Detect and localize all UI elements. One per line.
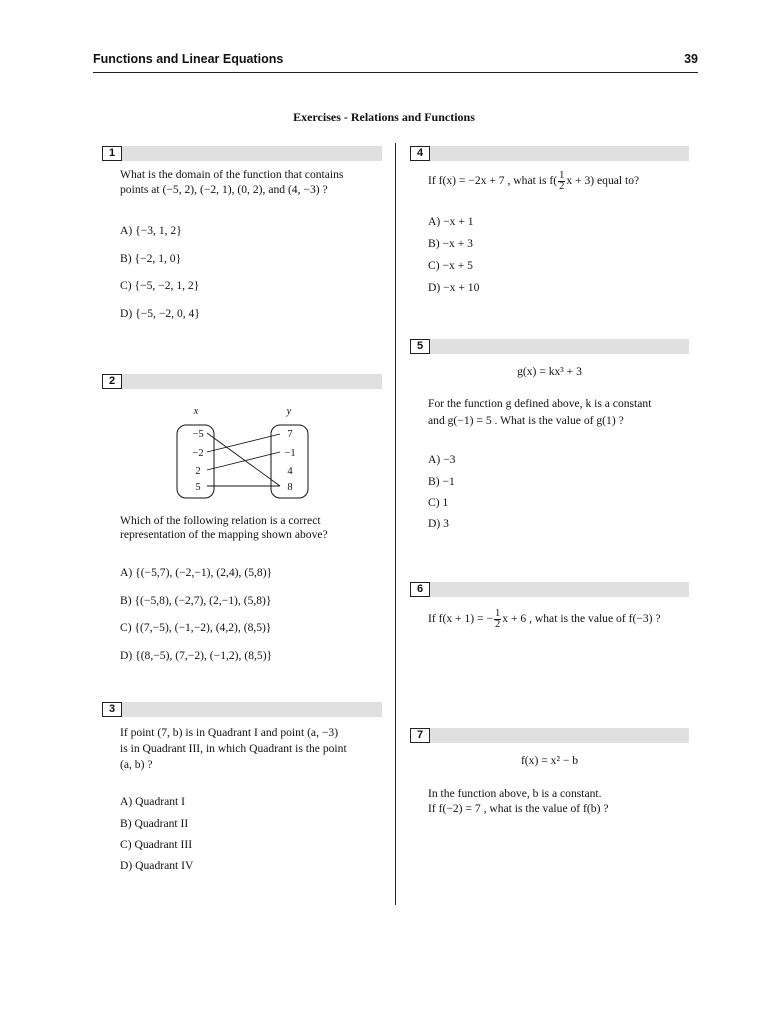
x-value-1: −5 bbox=[192, 429, 204, 440]
question-5-choice-b: B) −1 bbox=[428, 475, 455, 488]
question-1-choice-a: A) {−3, 1, 2} bbox=[120, 224, 182, 237]
question-2-choice-c: C) {(7,−5), (−1,−2), (4,2), (8,5)} bbox=[120, 621, 272, 634]
question-3-line-1: If point (7, b) is in Quadrant I and point (a, −3) bbox=[120, 726, 339, 739]
question-7-line-2: If f(−2) = 7 , what is the value of f(b) ? bbox=[428, 802, 609, 815]
question-4-choice-b: B) −x + 3 bbox=[428, 237, 473, 250]
section-title: Exercises - Relations and Functions bbox=[293, 110, 475, 124]
arrow-2-to-neg1 bbox=[207, 452, 280, 470]
question-3-choice-b: B) Quadrant II bbox=[120, 817, 189, 830]
question-4-fraction-numerator: 1 bbox=[559, 169, 565, 181]
question-4-number: 4 bbox=[410, 146, 430, 161]
question-6-number: 6 bbox=[410, 582, 430, 597]
arrow-neg2-to-7 bbox=[207, 434, 280, 452]
question-1-choice-c: C) {−5, −2, 1, 2} bbox=[120, 279, 200, 292]
question-5-choice-d: D) 3 bbox=[428, 517, 449, 530]
question-3-bar bbox=[102, 702, 382, 717]
question-2-choice-a: A) {(−5,7), (−2,−1), (2,4), (5,8)} bbox=[120, 566, 273, 579]
question-4-bar bbox=[410, 146, 689, 161]
question-4-prompt bbox=[428, 170, 639, 192]
question-5-equation: g(x) = kx³ + 3 bbox=[517, 365, 582, 378]
question-5-choice-a: A) −3 bbox=[428, 453, 456, 466]
question-3-choice-d: D) Quadrant IV bbox=[120, 859, 194, 872]
chapter-title: Functions and Linear Equations bbox=[93, 52, 284, 66]
x-value-3: 2 bbox=[195, 466, 201, 477]
question-5-choice-c: C) 1 bbox=[428, 496, 449, 509]
question-3-choice-c: C) Quadrant III bbox=[120, 838, 193, 851]
question-4-prompt-end: x + 3) equal to? bbox=[566, 174, 640, 187]
question-6-fraction bbox=[494, 609, 501, 630]
question-6-fraction-numerator: 1 bbox=[495, 607, 501, 619]
question-7-number: 7 bbox=[410, 728, 430, 743]
question-3-choice-a: A) Quadrant I bbox=[120, 795, 186, 808]
question-1-choice-d: D) {−5, −2, 0, 4} bbox=[120, 307, 200, 320]
y-value-1: 7 bbox=[287, 429, 293, 440]
question-2-line-1: Which of the following relation is a correct bbox=[120, 514, 321, 527]
column-divider bbox=[395, 143, 396, 905]
y-value-3: 4 bbox=[287, 466, 293, 477]
question-1-choice-b: B) {−2, 1, 0} bbox=[120, 252, 182, 265]
question-6-prompt bbox=[428, 608, 661, 630]
x-value-4: 5 bbox=[195, 482, 201, 493]
question-6-prompt-start: If f(x + 1) = − bbox=[428, 612, 494, 625]
x-value-2: −2 bbox=[192, 448, 204, 459]
question-6-fraction-denominator: 2 bbox=[495, 618, 501, 630]
question-2-line-2: representation of the mapping shown above? bbox=[120, 528, 328, 541]
question-4-prompt-start: If f(x) = −2x + 7 , what is f( bbox=[428, 174, 558, 187]
question-4-choice-c: C) −x + 5 bbox=[428, 259, 473, 272]
question-2-choice-d: D) {(8,−5), (7,−2), (−1,2), (8,5)} bbox=[120, 649, 273, 662]
question-7-equation: f(x) = x² − b bbox=[520, 754, 579, 767]
question-7-line-1: In the function above, b is a constant. bbox=[428, 787, 602, 800]
question-5-line-2: and g(−1) = 5 . What is the value of g(1) ? bbox=[428, 414, 624, 427]
question-4-choice-a: A) −x + 1 bbox=[428, 215, 474, 228]
arrow-neg5-to-8 bbox=[207, 433, 280, 486]
mapping-diagram bbox=[170, 404, 320, 506]
question-2-choice-b: B) {(−5,8), (−2,7), (2,−1), (5,8)} bbox=[120, 594, 272, 607]
question-7-bar bbox=[410, 728, 689, 743]
question-2-bar bbox=[102, 374, 382, 389]
y-value-4: 8 bbox=[287, 482, 293, 493]
question-6-prompt-end: x + 6 , what is the value of f(−3) ? bbox=[502, 612, 661, 625]
question-4-fraction bbox=[558, 171, 565, 192]
question-4-fraction-denominator: 2 bbox=[559, 180, 565, 192]
x-set-label: x bbox=[193, 406, 199, 417]
question-2-number: 2 bbox=[102, 374, 122, 389]
question-5-line-1: For the function g defined above, k is a constant bbox=[428, 397, 652, 410]
question-4-choice-d: D) −x + 10 bbox=[428, 281, 480, 294]
question-1-line-2: points at (−5, 2), (−2, 1), (0, 2), and (4, −3) ? bbox=[120, 183, 328, 196]
question-1-number: 1 bbox=[102, 146, 122, 161]
y-set-label: y bbox=[286, 406, 292, 417]
question-3-line-2: is in Quadrant III, in which Quadrant is the point bbox=[120, 742, 347, 755]
question-3-line-3: (a, b) ? bbox=[120, 758, 153, 771]
page-header bbox=[93, 52, 698, 73]
question-5-bar bbox=[410, 339, 689, 354]
question-6-bar bbox=[410, 582, 689, 597]
question-1-line-1: What is the domain of the function that contains bbox=[120, 168, 344, 181]
question-3-number: 3 bbox=[102, 702, 122, 717]
page-number: 39 bbox=[684, 52, 698, 66]
question-5-number: 5 bbox=[410, 339, 430, 354]
question-1-bar bbox=[102, 146, 382, 161]
y-value-2: −1 bbox=[284, 448, 296, 459]
